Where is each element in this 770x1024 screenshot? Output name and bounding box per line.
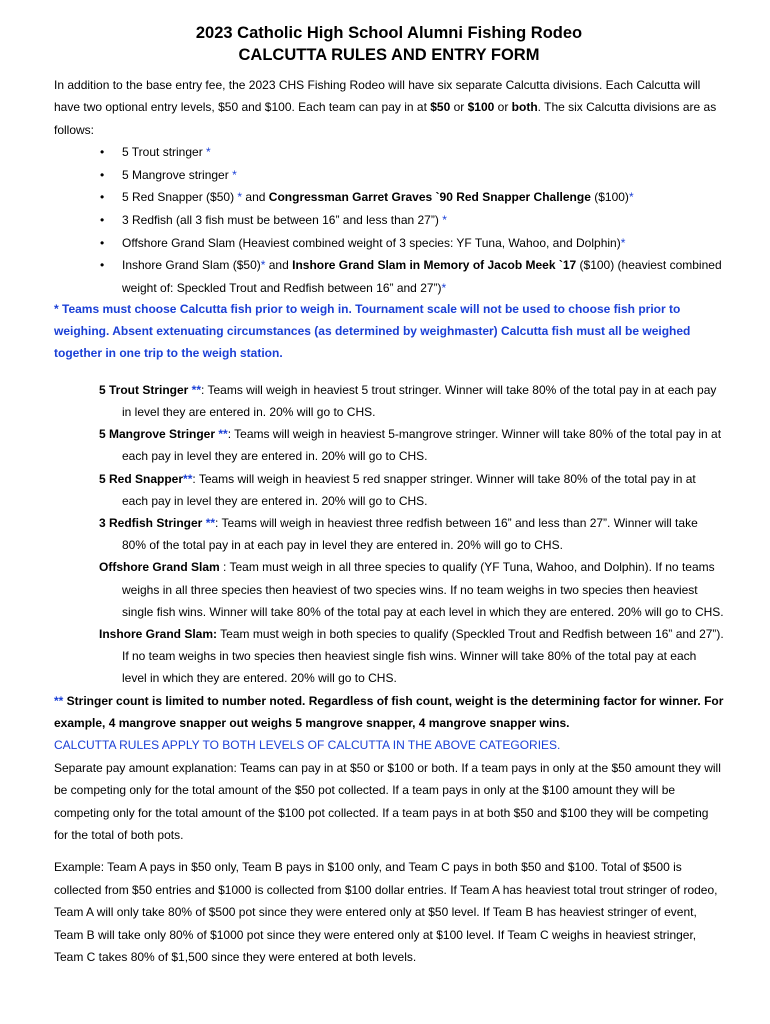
division-item: • 5 Trout stringer * [100,141,724,164]
calcutta-warning: * Teams must choose Calcutta fish prior to weigh in. Tournament scale will not be used to choose fish prior to weighing. Absent extenuating circumstances (as determined by weighmaster) Calcutta fish must all be weighed together in one trip to the weigh station. [54,302,691,360]
bullet-icon: • [100,258,105,273]
bullet-icon: • [100,190,105,205]
rule-redfish-stringer: 3 Redfish Stringer **: Teams will weigh in heaviest three redfish between 16” and less than 27”. Winner will take 80% of the total pay in at each pay in level they are entered in. 20% will go to CHS. [99,515,698,553]
rule-inshore-grand-slam: Inshore Grand Slam: Team must weigh in both species to qualify (Speckled Trout and Redfish between 16” and 27”). If no team weighs in two species then heaviest single fish wins. Winner will take 80% of the total pay at each level in which they are entered. 20% will go to CHS. [99,627,724,686]
rule-offshore-grand-slam: Offshore Grand Slam : Team must weigh in all three species to qualify (YF Tuna, Wahoo, and Dolphin). If no teams weighs in all three species then heaviest of two species wins. If no team weighs in two species then heaviest single fish wins. Winner will take 80% of the total pay at each level in which they are entered. 20% will go to CHS. [99,560,724,619]
division-item: • Inshore Grand Slam ($50)* and Inshore Grand Slam in Memory of Jacob Meek `17 ($100) (heaviest combined weight of: Speckled Trout and Redfish between 16” and 27”)* [100,254,724,299]
document-title [54,22,724,66]
division-item: • 5 Mangrove stringer * [100,164,724,187]
bullet-icon: • [100,213,105,227]
title-line-2: CALCUTTA RULES AND ENTRY FORM [238,46,540,64]
division-item: • 5 Red Snapper ($50) * and Congressman Garret Graves `90 Red Snapper Challenge ($100)* [100,186,724,209]
rule-mangrove-stringer: 5 Mangrove Stringer **: Teams will weigh in heaviest 5-mangrove stringer. Winner will take 80% of the total pay in at each pay in level they are entered in. 20% will go to CHS. [99,427,722,464]
stringer-count-note: ** Stringer count is limited to number noted. Regardless of fish count, weight is the determining factor for winner. For example, 4 mangrove snapper out weighs 5 mangrove snapper, 4 mangrove snapper wins. [54,693,724,731]
title-line-1: 2023 Catholic High School Alumni Fishing Rodeo [195,24,583,42]
bullet-icon: • [100,167,105,182]
calcutta-apply-note: CALCUTTA RULES APPLY TO BOTH LEVELS OF CALCUTTA IN THE ABOVE CATEGORIES. [54,738,561,753]
division-rules [99,379,724,690]
example-paragraph: Example: Team A pays in $50 only, Team B pays in $100 only, and Team C pays in both $50 and $100. Total of $500 is collected from $50 entries and $1000 is collected from $100 dollar entries. If Team A has heaviest total trout stringer of rodeo, Team A will only take 80% of $500 pot since they were entered only at $50 level. If Team B has heaviest stringer of event, Team B will take only 80% of $1000 pot since they were entered only at $100 level. If Team C weighs in heaviest stringer, Team C takes 80% of $1,500 since they were entered at both levels. [54,860,718,965]
division-item: • Offshore Grand Slam (Heaviest combined weight of 3 species: YF Tuna, Wahoo, and Dolphin)* [100,232,724,255]
separate-pay-explanation: Separate pay amount explanation: Teams can pay in at $50 or $100 or both. If a team pays in only at the $50 amount they will be competing only for the total amount of the $50 pot collected. If a team pays in only at the $100 amount they will be competing only for the total amount of the $100 pot collected. If a team pays in at both $50 and $100 they will be competing for the total of both pots. [54,760,721,843]
bullet-icon: • [100,235,105,250]
bullet-icon: • [100,145,105,160]
intro-paragraph: In addition to the base entry fee, the 2023 CHS Fishing Rodeo will have six separate Calcutta divisions. Each Calcutta will have two optional entry levels, $50 and $100. Each team can pay in at $50 or $100 or both. The six Calcutta divisions are as follows: [54,78,717,137]
division-list [54,141,724,299]
rule-red-snapper: 5 Red Snapper**: Teams will weigh in heaviest 5 red snapper stringer. Winner will take 80% of the total pay in at each pay in level they are entered in. 20% will go to CHS. [99,471,696,508]
rule-trout-stringer: 5 Trout Stringer **: Teams will weigh in heaviest 5 trout stringer. Winner will take 80% of the total pay in at each pay in level they are entered in. 20% will go to CHS. [99,382,717,419]
division-item: • 3 Redfish (all 3 fish must be between 16” and less than 27”) * [100,209,724,232]
